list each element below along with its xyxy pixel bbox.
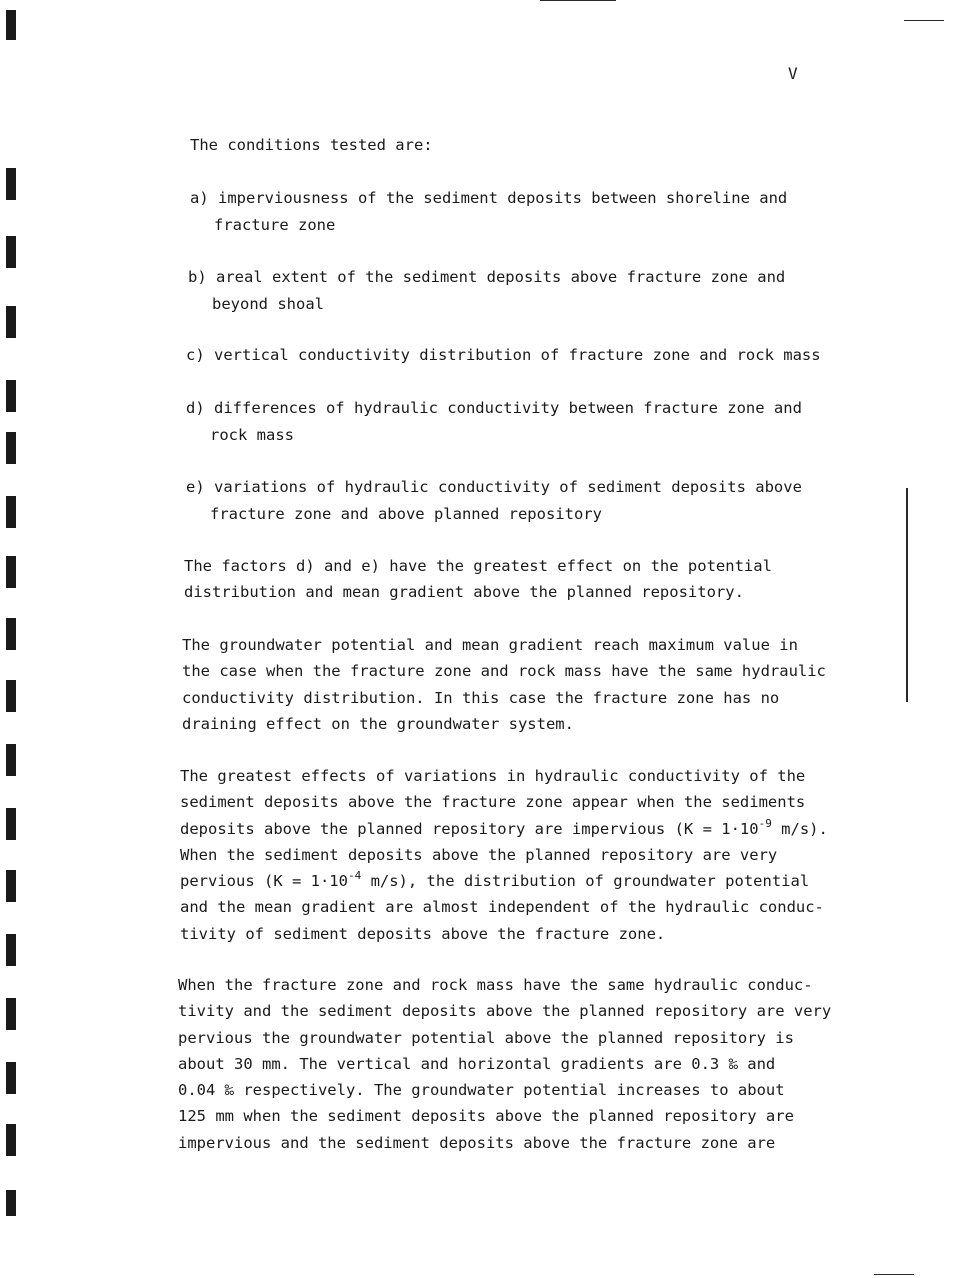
paragraph-line: tivity and the sediment deposits above the planned repository are very bbox=[178, 1002, 832, 1021]
binder-mark bbox=[6, 870, 16, 902]
line-text: deposits above the planned repository are impervious (K = 1·10 bbox=[180, 819, 759, 838]
paragraph-line: tivity of sediment deposits above the fracture zone. bbox=[180, 924, 666, 943]
paragraph-line: impervious and the sediment deposits above the fracture zone are bbox=[178, 1133, 776, 1152]
paragraph-greatest-effects bbox=[180, 763, 828, 947]
binder-mark bbox=[6, 236, 16, 268]
binder-mark bbox=[6, 168, 16, 200]
line-text: m/s), the distribution of groundwater potential bbox=[361, 872, 810, 891]
paragraph-line: the case when the fracture zone and rock mass have the same hydraulic bbox=[182, 662, 826, 681]
binder-mark bbox=[6, 934, 16, 966]
condition-line: e) variations of hydraulic conductivity of sediment deposits above bbox=[186, 478, 802, 496]
paragraph-line bbox=[180, 868, 828, 894]
paragraph-line: When the fracture zone and rock mass have the same hydraulic conduc- bbox=[178, 976, 813, 994]
exponent: -9 bbox=[758, 816, 772, 830]
paragraph-line: The greatest effects of variations in hydraulic conductivity of the bbox=[180, 767, 806, 785]
condition-line: c) vertical conductivity distribution of fracture zone and rock mass bbox=[186, 346, 821, 364]
paragraph-same-conductivity bbox=[178, 972, 831, 1156]
paragraph-line: When the sediment deposits above the planned repository are very bbox=[180, 845, 778, 864]
condition-item bbox=[186, 342, 821, 369]
binder-mark bbox=[6, 998, 16, 1030]
binder-mark bbox=[6, 1062, 16, 1094]
condition-line: b) areal extent of the sediment deposits above fracture zone and bbox=[188, 268, 786, 286]
binder-mark bbox=[6, 432, 16, 464]
condition-item bbox=[190, 185, 787, 239]
paragraph-groundwater-potential bbox=[182, 632, 826, 737]
intro-text: The conditions tested are: bbox=[190, 136, 433, 154]
paragraph-line: sediment deposits above the fracture zone appear when the sediments bbox=[180, 793, 806, 812]
binder-mark bbox=[6, 1190, 16, 1216]
paragraph-line: The groundwater potential and mean gradient reach maximum value in bbox=[182, 636, 798, 654]
scan-line bbox=[874, 1274, 914, 1275]
page-number: V bbox=[788, 64, 798, 83]
scan-line bbox=[906, 488, 908, 702]
paragraph-line: distribution and mean gradient above the planned repository. bbox=[184, 583, 744, 602]
paragraph-line: draining effect on the groundwater system. bbox=[182, 714, 574, 733]
paragraph-line: 125 mm when the sediment deposits above the planned repository are bbox=[178, 1107, 794, 1126]
binder-mark bbox=[6, 808, 16, 840]
binder-mark bbox=[6, 680, 16, 712]
line-text: pervious (K = 1·10 bbox=[180, 872, 348, 891]
condition-line: fracture zone and above planned repository bbox=[210, 505, 602, 523]
condition-line: d) differences of hydraulic conductivity between fracture zone and bbox=[186, 399, 802, 417]
binder-mark bbox=[6, 1124, 16, 1156]
condition-line: a) imperviousness of the sediment deposits between shoreline and bbox=[190, 189, 788, 207]
line-text: m/s). bbox=[771, 819, 828, 838]
condition-line: beyond shoal bbox=[212, 295, 324, 313]
condition-item bbox=[186, 395, 802, 449]
scan-line bbox=[540, 0, 616, 1]
paragraph-line: about 30 mm. The vertical and horizontal gradients are 0.3 ‰ and bbox=[178, 1054, 776, 1073]
condition-item bbox=[188, 264, 785, 318]
binder-mark bbox=[6, 556, 16, 588]
binder-mark bbox=[6, 496, 16, 528]
paragraph-line bbox=[180, 816, 828, 842]
condition-line: rock mass bbox=[210, 426, 294, 444]
paragraph-line: pervious the groundwater potential above the planned repository is bbox=[178, 1028, 794, 1047]
paragraph-line: and the mean gradient are almost independent of the hydraulic conduc- bbox=[180, 898, 824, 917]
binder-mark bbox=[6, 10, 16, 40]
binder-mark bbox=[6, 618, 16, 650]
paragraph-factors bbox=[184, 553, 772, 606]
condition-item bbox=[186, 474, 802, 528]
binder-mark bbox=[6, 306, 16, 338]
binder-mark bbox=[6, 744, 16, 776]
binder-mark bbox=[6, 380, 16, 412]
paragraph-line: conductivity distribution. In this case the fracture zone has no bbox=[182, 688, 780, 707]
paragraph-line: The factors d) and e) have the greatest effect on the potential bbox=[184, 557, 772, 575]
condition-line: fracture zone bbox=[214, 216, 336, 234]
paragraph-line: 0.04 ‰ respectively. The groundwater potential increases to about bbox=[178, 1081, 785, 1100]
exponent: -4 bbox=[347, 869, 362, 883]
scan-line bbox=[904, 20, 944, 21]
